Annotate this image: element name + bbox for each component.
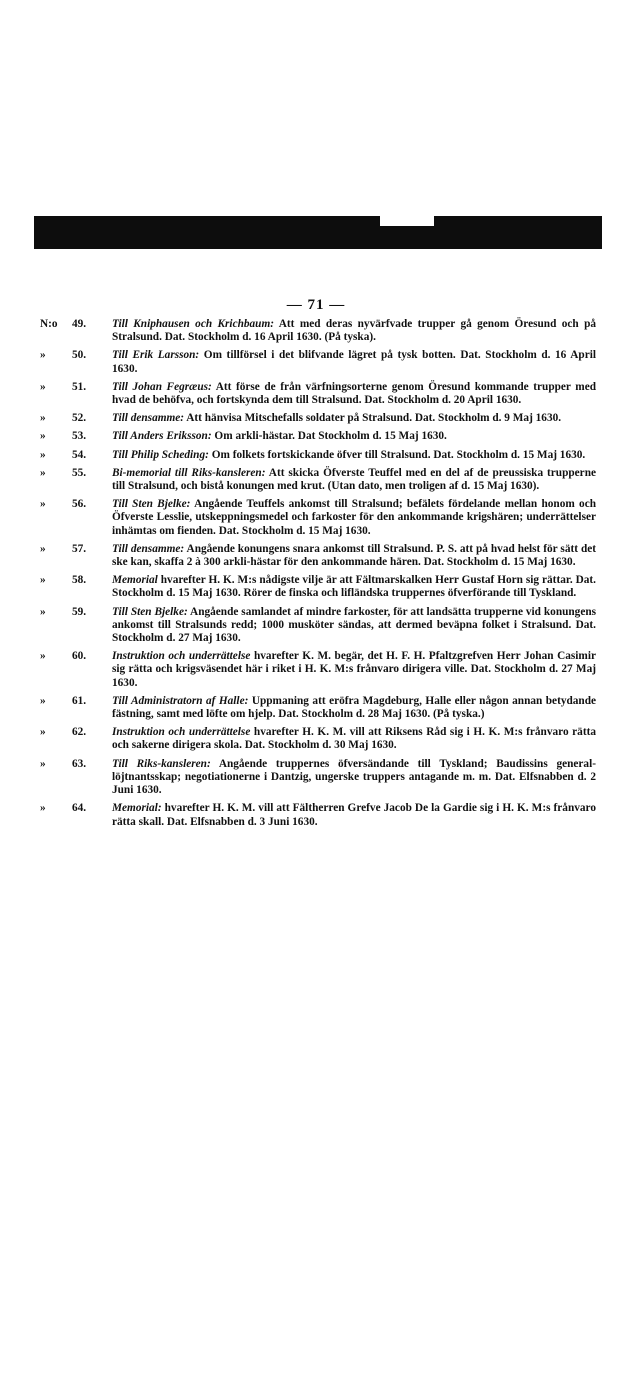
list-item — [40, 543, 600, 569]
entry-marker: » — [40, 574, 46, 587]
entry-number: 63. — [72, 757, 87, 770]
entry-addressee: Memorial — [112, 574, 158, 587]
entry-addressee: Till Philip Scheding: — [112, 448, 209, 461]
list-item — [40, 695, 600, 721]
entry-text: hvarefter H. K. M. vill att Riksens Råd sig i H. K. M:s frånvaro rätta och sakerne dirigera skola. Dat. Stockholm d. 30 Maj 1630. — [112, 726, 596, 752]
entry-marker: » — [40, 694, 46, 707]
entry-number: 53. — [72, 430, 87, 443]
list-item — [40, 606, 600, 646]
entry-marker: N:o — [40, 318, 58, 330]
entry-text: Att skicka Öfverste Teuffel med en del af de preussiska trupperne till Stralsund, och bistå konungen med krut. (Utan dato, men troligen af d. 15 Maj 1630). — [112, 466, 596, 493]
entry-text: Angående truppernes öfversändande till Tyskland; Baudissins general-löjtnantsskap; negotiationerne i Dantzig, ungerske truppers antagande m. m. Dat. Elfsnabben d. 2 Juni 1630. — [112, 757, 596, 797]
entry-addressee: Till Kniphausen och Krichbaum: — [112, 318, 274, 330]
entry-marker: » — [40, 757, 46, 770]
entry-number: 64. — [72, 802, 87, 815]
list-item — [40, 381, 600, 407]
entry-number: 61. — [72, 694, 87, 707]
list-item — [40, 650, 600, 690]
entry-addressee: Instruktion och underrättelse — [112, 650, 251, 663]
entry-text: Angående konungens snara ankomst till Stralsund. P. S. att på hvad helst för sätt det ske kan, skaffa 2 à 300 arkli-hästar för den ankommande hären. Dat. Stockholm d. 15 Maj 1630. — [112, 542, 597, 569]
entry-text: hvarefter H. K. M:s nådigste vilje är att Fältmarskalken Herr Gustaf Horn sig rättar. Dat. Stockholm d. 15 Maj 1630. Rörer de finska och lifländska truppernes öfverförande till Tyskland. — [112, 574, 596, 600]
list-item — [40, 574, 600, 600]
list-item — [40, 467, 600, 493]
entry-marker: » — [40, 542, 46, 555]
entry-text: hvarefter H. K. M. vill att Fältherren Grefve Jacob De la Gardie sig i H. K. M:s frånvaro rätta skall. Dat. Elfsnabben d. 3 Juni 1630. — [112, 802, 596, 828]
entry-text: Att förse de från värfningsorterne genom Öresund kommande trupper med hvad de behöfva, och fortskynda dem till Stralsund. Dat. Stockholm d. 20 April 1630. — [112, 380, 596, 407]
entry-text: Angående samlandet af mindre farkoster, för att landsätta trupperne vid konungens ankomst till Stralsunds redd; 1000 musköter sändas, att dermed beväpna folket i Stralsund. Dat. Stockholm d. 27 Maj 1630. — [112, 605, 597, 645]
entry-marker: » — [40, 380, 46, 393]
entry-text: Att hänvisa Mitschefalls soldater på Stralsund. Dat. Stockholm d. 9 Maj 1630. — [184, 412, 562, 425]
entry-number: 52. — [72, 412, 87, 425]
entry-text: Att med deras nyvärfvade trupper gå genom Öresund och på Stralsund. Dat. Stockholm d. 16 April 1630. (På tyska). — [112, 318, 596, 344]
entry-text: hvarefter K. M. begär, det H. F. H. Pfaltzgrefven Herr Johan Casimir sig rätta och krigsväsendet här i riket i H. K. M:s frånvaro dirigera ville. Dat. Stockholm d. 27 Maj 1630. — [112, 650, 596, 689]
entry-number: 62. — [72, 726, 87, 739]
entry-number: 49. — [72, 318, 87, 330]
entry-addressee: Instruktion och underrättelse — [112, 726, 251, 739]
list-item — [40, 430, 600, 443]
entry-addressee: Till Sten Bjelke: — [112, 605, 188, 618]
list-item — [40, 726, 600, 752]
entry-marker: » — [40, 498, 46, 511]
entry-addressee: Memorial: — [112, 802, 162, 815]
entry-marker: » — [40, 466, 46, 479]
entry-number: 59. — [72, 605, 87, 618]
entry-number: 60. — [72, 650, 87, 663]
entry-addressee: Till densamme: — [112, 412, 185, 425]
header-bar-notch — [380, 216, 434, 226]
entry-text: Om folkets fortskickande öfver till Stralsund. Dat. Stockholm d. 15 Maj 1630. — [208, 448, 586, 461]
list-item — [40, 412, 600, 425]
entry-marker: » — [40, 650, 46, 663]
entry-marker: » — [40, 605, 46, 618]
header-bar — [34, 216, 602, 249]
entry-addressee: Till densamme: — [112, 542, 185, 555]
entry-number: 54. — [72, 448, 87, 461]
entry-marker: » — [40, 802, 46, 815]
entry-text: Angående Teuffels ankomst till Stralsund; befälets fördelande mellan honom och Öfverste Lesslie, utskeppningsmedel och farkoster för den ankommande krigshären; underrättelser inhämtas om fienden. Dat. Stockholm d. 15 Maj 1630. — [112, 498, 596, 537]
entry-addressee: Till Sten Bjelke: — [112, 498, 191, 511]
entry-addressee: Till Erik Larsson: — [112, 349, 200, 362]
entry-addressee: Bi-memorial till Riks-kansleren: — [112, 466, 266, 479]
list-item — [40, 802, 600, 828]
entry-number: 55. — [72, 466, 87, 479]
list-item — [40, 449, 600, 462]
entry-marker: » — [40, 430, 46, 443]
page-number: — 71 — — [286, 297, 346, 313]
entry-addressee: Till Administratorn af Halle: — [112, 694, 249, 707]
entry-marker: » — [40, 448, 46, 461]
entry-number: 56. — [72, 498, 87, 511]
entry-addressee: Till Riks-kansleren: — [112, 757, 211, 770]
entry-text: Om arkli-hästar. Dat Stockholm d. 15 Maj 1630. — [211, 430, 447, 443]
list-item — [40, 758, 600, 798]
entry-addressee: Till Johan Fegræus: — [112, 380, 212, 393]
entry-text: Om tillförsel i det blifvande lägret på tysk botten. Dat. Stockholm d. 16 April 1630. — [112, 349, 596, 375]
list-item — [40, 318, 600, 344]
list-item — [40, 349, 600, 375]
entry-list — [40, 318, 600, 834]
list-item — [40, 498, 600, 538]
entry-marker: » — [40, 412, 46, 425]
entry-number: 50. — [72, 349, 87, 362]
entry-addressee: Till Anders Eriksson: — [112, 430, 212, 443]
entry-number: 57. — [72, 542, 87, 555]
entry-marker: » — [40, 349, 46, 362]
entry-marker: » — [40, 726, 46, 739]
entry-number: 58. — [72, 574, 87, 587]
entry-text: Uppmaning att eröfra Magdeburg, Halle eller någon annan betydande fästning, samt med löfte om hjelp. Dat. Stockholm d. 28 Maj 1630. (På tyska.) — [112, 694, 596, 721]
entry-number: 51. — [72, 380, 87, 393]
